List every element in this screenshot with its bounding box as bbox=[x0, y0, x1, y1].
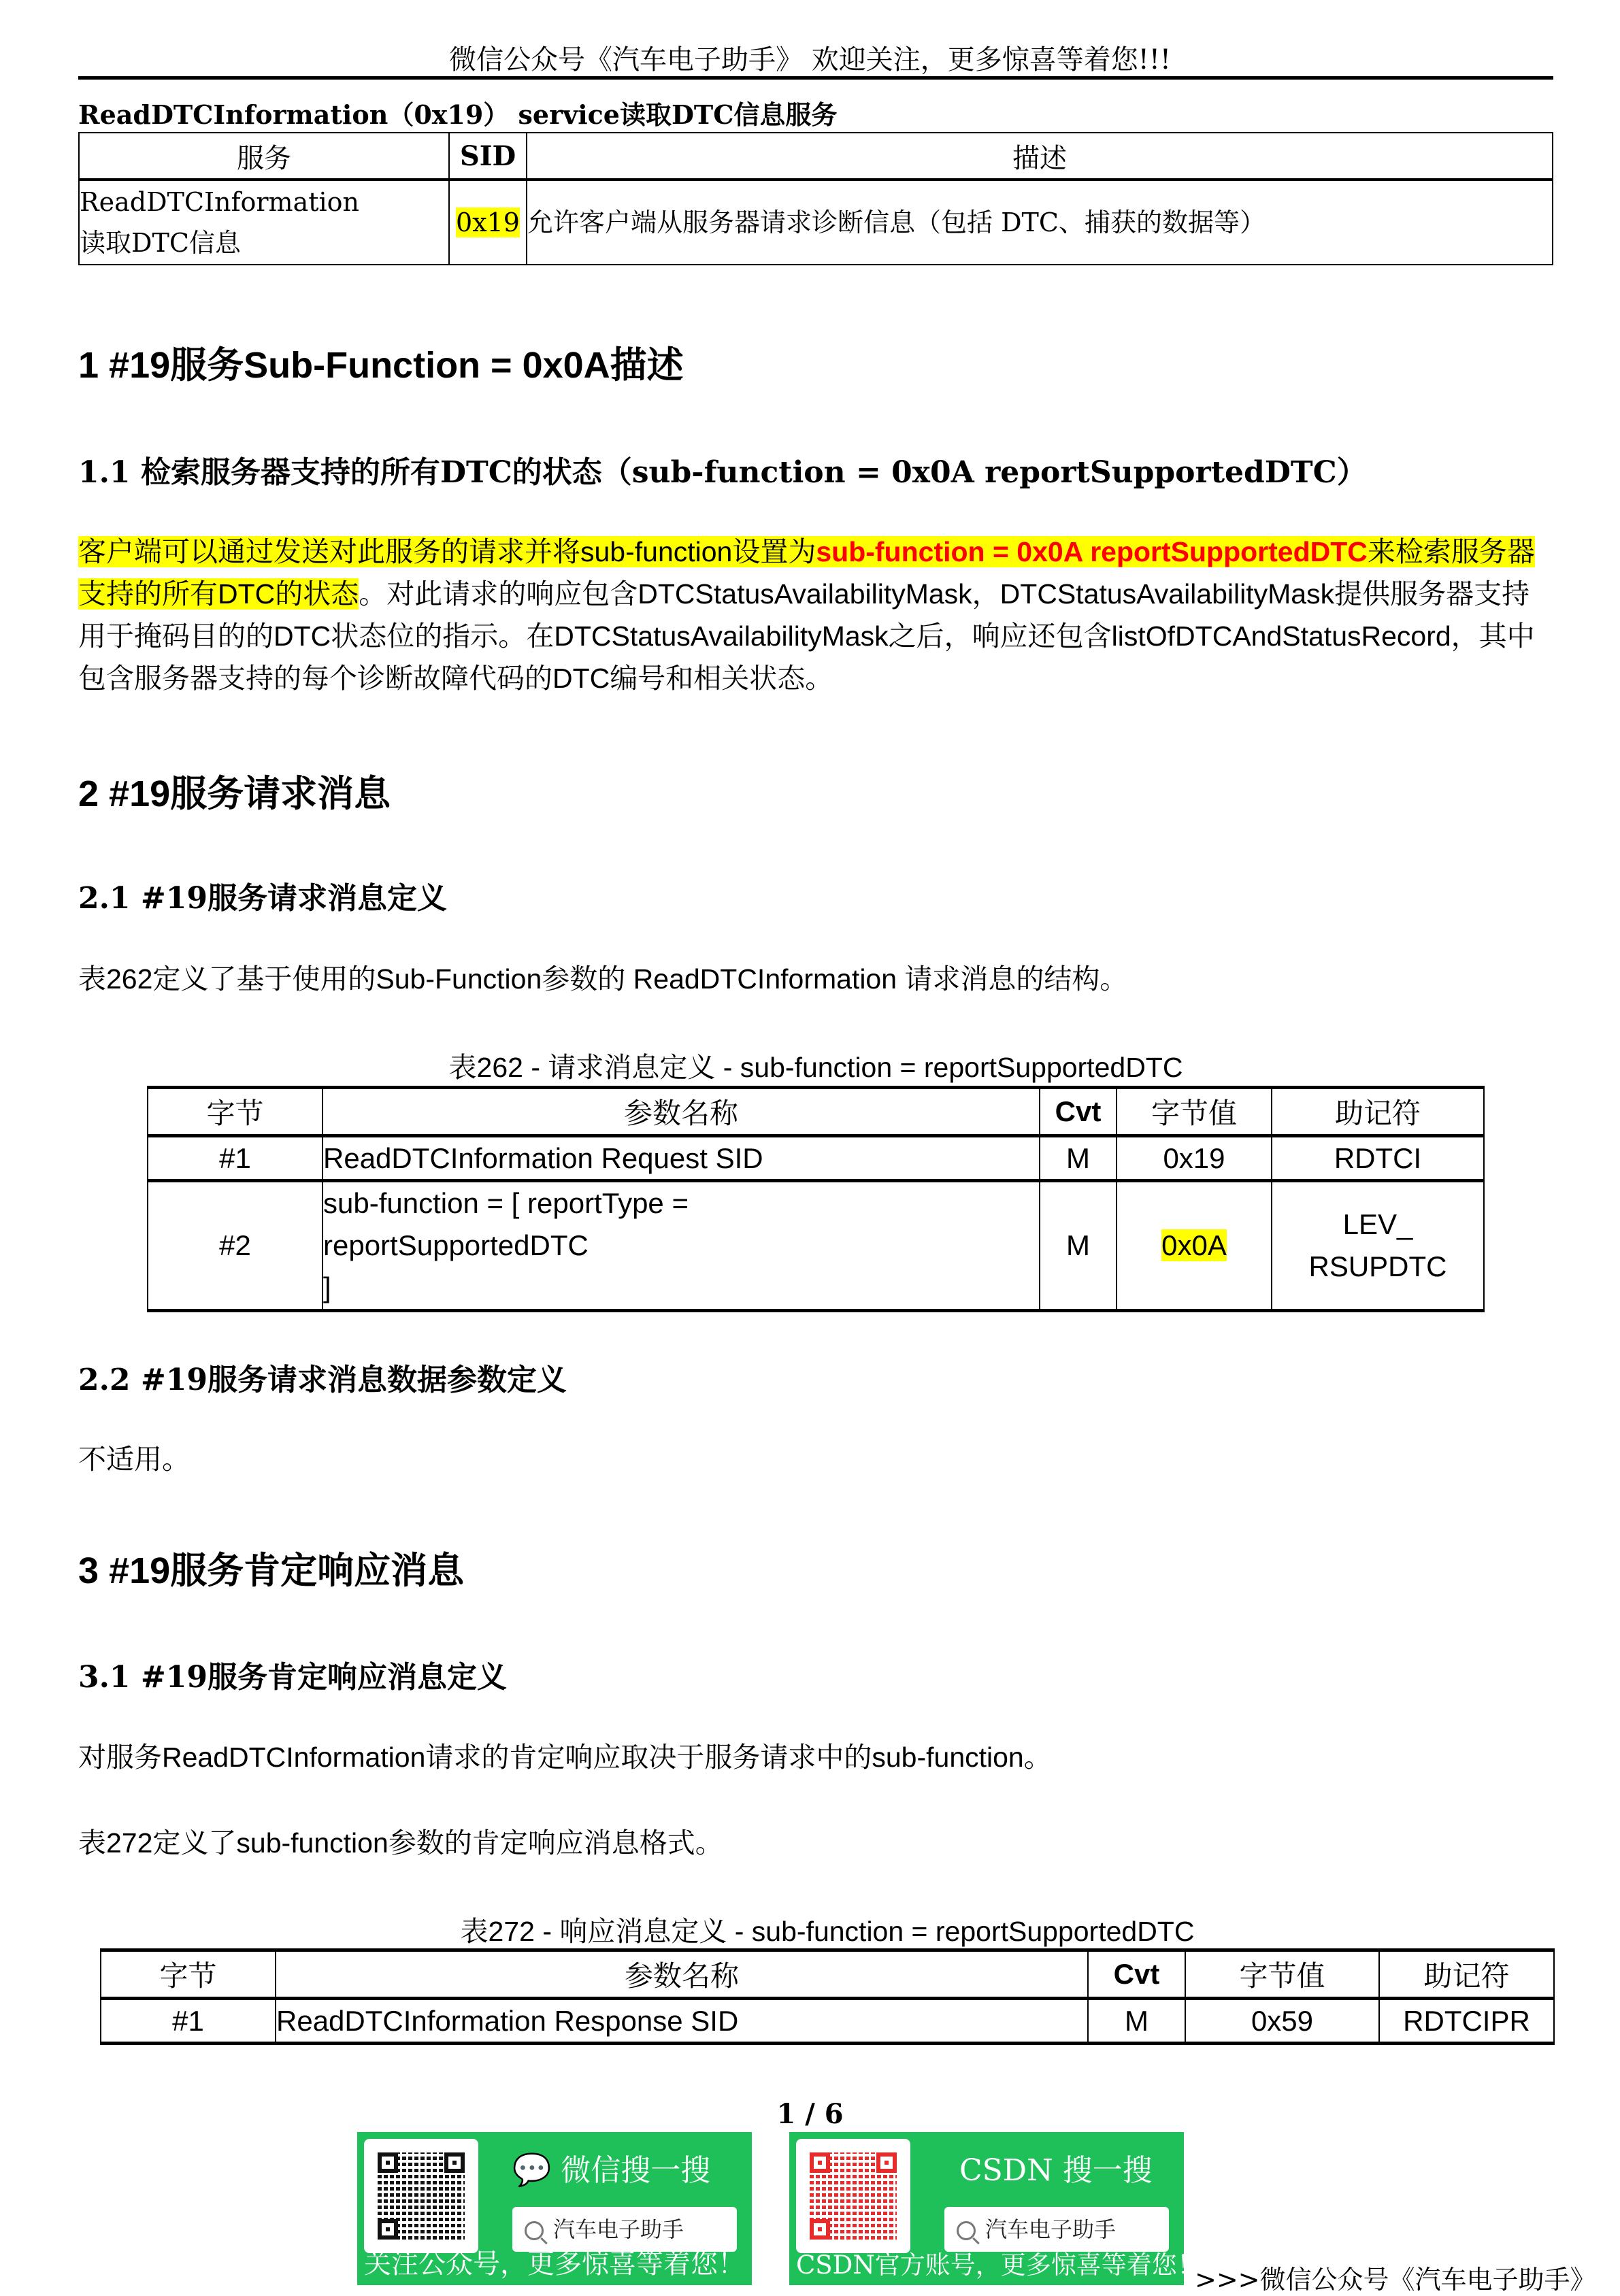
section-2-2-heading: 2.2 #19服务请求消息数据参数定义 bbox=[78, 1363, 567, 1397]
csdn-banner-caption: CSDN官方账号，更多惊喜等着您！ bbox=[796, 2250, 1202, 2280]
cell-cvt: M bbox=[1088, 1999, 1185, 2044]
header-cvt: Cvt bbox=[1088, 1950, 1185, 1999]
wechat-logo-icon: 💬 bbox=[512, 2151, 552, 2188]
sid-value: 0x19 bbox=[456, 207, 520, 237]
section-1-paragraph bbox=[78, 531, 1555, 699]
table-row bbox=[101, 1999, 1554, 2044]
wechat-banner-title bbox=[512, 2146, 710, 2189]
param-line: sub-function = [ reportType = bbox=[323, 1187, 689, 1219]
cell-param: ReadDTCInformation Request SID bbox=[323, 1136, 1040, 1181]
header-divider bbox=[78, 76, 1553, 80]
header-param-name: 参数名称 bbox=[276, 1950, 1088, 1999]
cell-service bbox=[79, 180, 449, 265]
cell-value: 0x19 bbox=[1117, 1136, 1272, 1181]
cell-byte: #1 bbox=[101, 1999, 276, 2044]
cell-mnemonic: RDTCI bbox=[1272, 1136, 1484, 1181]
table-row bbox=[79, 180, 1553, 265]
service-name: ReadDTCInformation bbox=[80, 187, 360, 217]
header-mnemonic: 助记符 bbox=[1379, 1950, 1554, 1999]
table-header-row bbox=[148, 1088, 1484, 1136]
header-byte-value: 字节值 bbox=[1185, 1950, 1379, 1999]
header-service: 服务 bbox=[79, 133, 449, 180]
cell-param bbox=[323, 1181, 1040, 1311]
table-row bbox=[148, 1181, 1484, 1311]
cell-byte: #2 bbox=[148, 1181, 323, 1311]
section-3-heading: 3 #19服务肯定响应消息 bbox=[78, 1550, 465, 1591]
header-byte-value: 字节值 bbox=[1117, 1088, 1272, 1136]
highlight-text: 客户端可以通过发送对此服务的请求并将sub-function设置为 bbox=[78, 536, 816, 567]
response-message-table bbox=[100, 1948, 1555, 2045]
page-number: 1 / 6 bbox=[776, 2098, 844, 2130]
table-262-caption: 表262 - 请求消息定义 - sub-function = reportSupportedDTC bbox=[448, 1052, 1183, 1083]
table-header-row bbox=[79, 133, 1553, 180]
header-sid: SID bbox=[449, 133, 527, 180]
service-name-cn: 读取DTC信息 bbox=[80, 228, 241, 258]
paragraph-text: 。对此请求的响应包含DTCStatusAvailabilityMask，DTCStatusAvailabilityMask提供服务器支持用于掩码目的的DTC状态位的指示。在DTCStatusAvailabilityMask之后，响应还包含listOfDTCAndStatusRecord，其中包含服务器支持的每个诊断故障代码的DTC编号和相关状态。 bbox=[78, 578, 1535, 694]
page-header: 微信公众号《汽车电子助手》 欢迎关注，更多惊喜等着您!!! bbox=[449, 44, 1171, 76]
section-2-2-paragraph: 不适用。 bbox=[78, 1444, 190, 1475]
header-cvt: Cvt bbox=[1040, 1088, 1117, 1136]
section-1-1-heading: 1.1 检索服务器支持的所有DTC的状态（sub-function = 0x0A reportSupportedDTC） bbox=[78, 455, 1367, 490]
cell-sid bbox=[449, 180, 527, 265]
cell-cvt: M bbox=[1040, 1136, 1117, 1181]
service-title: ReadDTCInformation（0x19） service读取DTC信息服务 bbox=[78, 99, 838, 130]
section-2-heading: 2 #19服务请求消息 bbox=[78, 773, 391, 814]
section-2-1-heading: 2.1 #19服务请求消息定义 bbox=[78, 881, 447, 916]
csdn-qr-code-icon bbox=[810, 2152, 897, 2240]
section-3-1-heading: 3.1 #19服务肯定响应消息定义 bbox=[78, 1660, 507, 1695]
section-2-1-paragraph: 表262定义了基于使用的Sub-Function参数的 ReadDTCInformation 请求消息的结构。 bbox=[78, 963, 1128, 995]
service-table bbox=[78, 132, 1553, 265]
cell-byte: #1 bbox=[148, 1136, 323, 1181]
mnemonic-line: RSUPDTC bbox=[1308, 1250, 1447, 1282]
section-1-heading: 1 #19服务Sub-Function = 0x0A描述 bbox=[78, 345, 684, 386]
csdn-banner-title: CSDN 搜一搜 bbox=[959, 2153, 1153, 2188]
header-description: 描述 bbox=[527, 133, 1553, 180]
mnemonic-line: LEV_ bbox=[1342, 1208, 1413, 1240]
wechat-qr-code-icon bbox=[378, 2152, 465, 2240]
cell-value: 0x59 bbox=[1185, 1999, 1379, 2044]
highlight-text-2: 来检索服务器支持的所有DTC的状态 bbox=[78, 536, 1535, 610]
wechat-banner[interactable] bbox=[357, 2132, 752, 2285]
wechat-banner-caption: 关注公众号，更多惊喜等着您！ bbox=[364, 2248, 745, 2280]
param-line: reportSupportedDTC bbox=[323, 1229, 589, 1261]
cell-value bbox=[1117, 1181, 1272, 1311]
highlighted-value: 0x0A bbox=[1161, 1229, 1227, 1261]
csdn-qr-frame bbox=[796, 2139, 910, 2253]
request-message-table bbox=[147, 1086, 1485, 1312]
cell-mnemonic: RDTCIPR bbox=[1379, 1999, 1554, 2044]
section-3-1-paragraph-1: 对服务ReadDTCInformation请求的肯定响应取决于服务请求中的sub-function。 bbox=[78, 1742, 1052, 1773]
footer-wechat-link[interactable]: >>>微信公众号《汽车电子助手》 bbox=[1195, 2265, 1596, 2295]
csdn-search-text: 汽车电子助手 bbox=[985, 2216, 1117, 2242]
emphasis-text: sub-function = 0x0A reportSupportedDTC bbox=[816, 536, 1368, 567]
wechat-title-text: 微信搜一搜 bbox=[561, 2153, 711, 2188]
header-byte: 字节 bbox=[148, 1088, 323, 1136]
cell-param: ReadDTCInformation Response SID bbox=[276, 1999, 1088, 2044]
cell-description: 允许客户端从服务器请求诊断信息（包括 DTC、捕获的数据等） bbox=[527, 180, 1553, 265]
table-272-caption: 表272 - 响应消息定义 - sub-function = reportSupportedDTC bbox=[460, 1916, 1195, 1947]
csdn-banner[interactable] bbox=[789, 2132, 1202, 2285]
wechat-qr-frame bbox=[364, 2139, 478, 2253]
header-mnemonic: 助记符 bbox=[1272, 1088, 1484, 1136]
header-param-name: 参数名称 bbox=[323, 1088, 1040, 1136]
search-icon bbox=[957, 2221, 976, 2240]
param-line: ] bbox=[323, 1271, 331, 1303]
table-header-row bbox=[101, 1950, 1554, 1999]
wechat-search-text: 汽车电子助手 bbox=[553, 2216, 684, 2242]
search-icon bbox=[525, 2221, 544, 2240]
section-3-1-paragraph-2: 表272定义了sub-function参数的肯定响应消息格式。 bbox=[78, 1827, 723, 1859]
table-row bbox=[148, 1136, 1484, 1181]
cell-cvt: M bbox=[1040, 1181, 1117, 1311]
header-byte: 字节 bbox=[101, 1950, 276, 1999]
cell-mnemonic bbox=[1272, 1181, 1484, 1311]
